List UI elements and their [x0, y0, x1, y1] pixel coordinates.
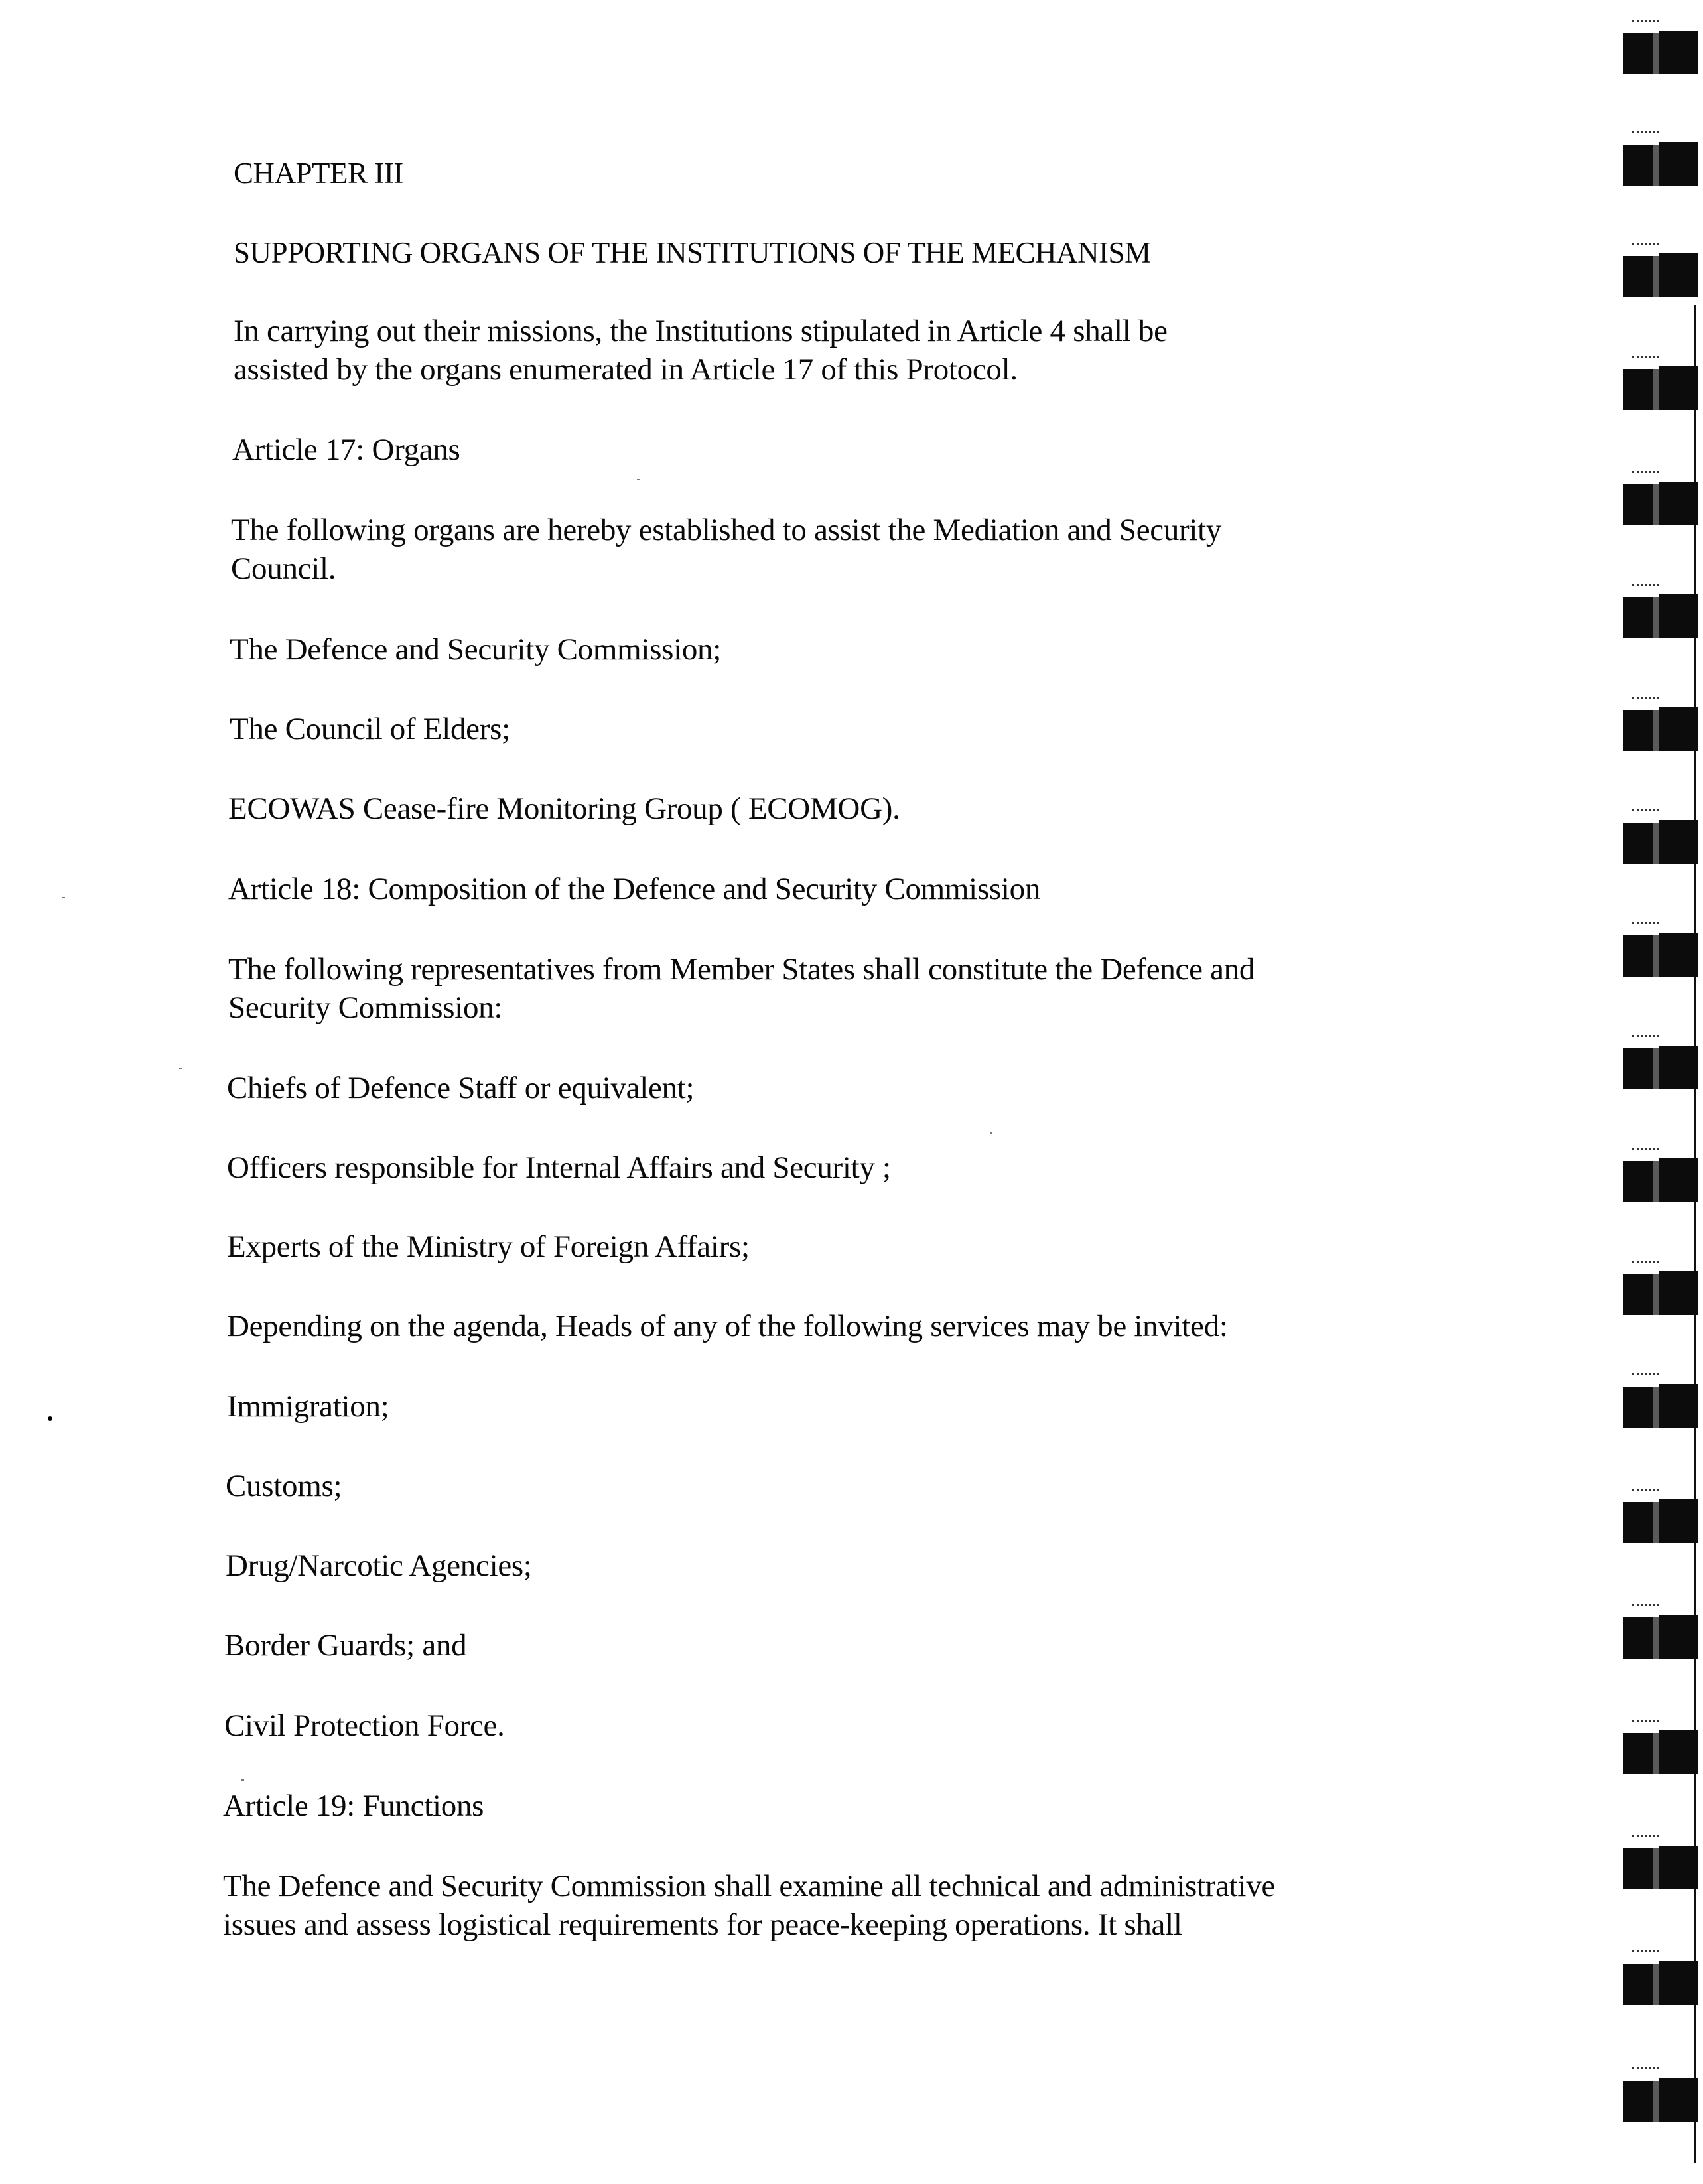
article-17-text-line-1: The following organs are hereby established to assist the Mediation and Security [231, 513, 1222, 547]
binding-ring [1623, 1843, 1701, 1889]
chapter-heading: CHAPTER III [234, 157, 403, 190]
scan-speck [241, 1779, 244, 1781]
spiral-binding [1619, 0, 1703, 2184]
binding-ring [1623, 705, 1701, 751]
invited-intro: Depending on the agenda, Heads of any of the following services may be invited: [227, 1309, 1228, 1343]
article-19-heading: Article 19: Functions [223, 1789, 484, 1823]
binding-ring [1623, 1958, 1701, 2005]
binding-ring [1623, 1612, 1701, 1659]
member-item: Chiefs of Defence Staff or equivalent; [227, 1071, 695, 1105]
binding-ring [1623, 592, 1701, 638]
article-17-heading: Article 17: Organs [232, 433, 460, 467]
scan-speck [637, 479, 640, 480]
invited-item: Drug/Narcotic Agencies; [226, 1548, 532, 1583]
member-item: Officers responsible for Internal Affairs and Security ; [227, 1150, 891, 1185]
article-18-text-line-2: Security Commission: [228, 990, 503, 1025]
organ-item: The Council of Elders; [230, 712, 510, 746]
binding-ring [1623, 479, 1701, 525]
binding-ring [1623, 817, 1701, 864]
binding-ring [1623, 251, 1701, 297]
scan-speck [990, 1132, 992, 1134]
scan-speck [62, 897, 65, 898]
binding-ring [1623, 28, 1701, 74]
chapter-title: SUPPORTING ORGANS OF THE INSTITUTIONS OF THE MECHANISM [234, 236, 1151, 269]
organ-item: ECOWAS Cease-fire Monitoring Group ( ECOMOG). [228, 791, 900, 826]
article-18-text-line-1: The following representatives from Member States shall constitute the Defence and [228, 952, 1255, 987]
binding-ring [1623, 364, 1701, 410]
binding-ring [1623, 1728, 1701, 1774]
article-19-text-line-2: issues and assess logistical requirements for peace-keeping operations. It shall [223, 1907, 1182, 1942]
scan-speck [179, 1068, 182, 1069]
organ-item: The Defence and Security Commission; [230, 632, 722, 667]
invited-item: Border Guards; and [224, 1628, 467, 1663]
invited-item: Customs; [226, 1469, 342, 1503]
binding-ring [1623, 1268, 1701, 1315]
binding-ring [1623, 2075, 1701, 2122]
binding-ring [1623, 139, 1701, 186]
intro-line-2: assisted by the organs enumerated in Article 17 of this Protocol. [234, 352, 1018, 387]
binding-ring [1623, 930, 1701, 977]
scan-speck [48, 1416, 52, 1421]
binding-ring [1623, 1497, 1701, 1543]
binding-ring [1623, 1381, 1701, 1428]
member-item: Experts of the Ministry of Foreign Affairs; [227, 1229, 750, 1264]
binding-ring [1623, 1156, 1701, 1202]
invited-item: Immigration; [227, 1389, 389, 1424]
article-18-heading: Article 18: Composition of the Defence and Security Commission [228, 872, 1041, 906]
binding-ring [1623, 1043, 1701, 1089]
article-17-text-line-2: Council. [231, 551, 336, 586]
article-19-text-line-1: The Defence and Security Commission shall examine all technical and administrative [223, 1869, 1275, 1903]
intro-line-1: In carrying out their missions, the Institutions stipulated in Article 4 shall be [234, 314, 1168, 348]
invited-item: Civil Protection Force. [224, 1708, 505, 1743]
